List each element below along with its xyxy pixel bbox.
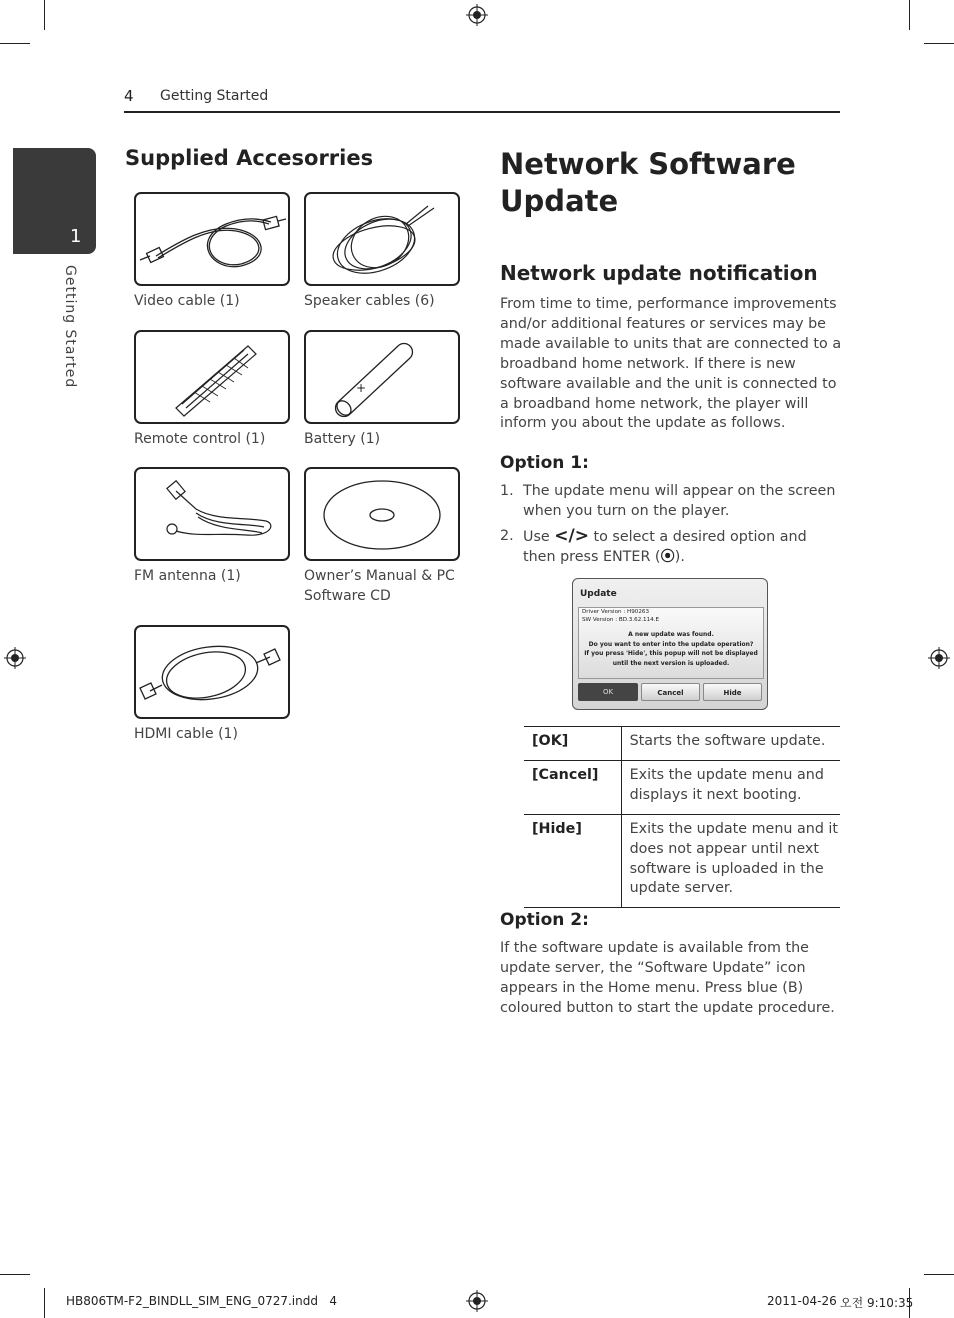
options-table [524, 726, 840, 908]
video-cable-icon [134, 192, 290, 286]
dialog-message-line: until the next version is uploaded. [612, 659, 730, 667]
registration-mark-icon [928, 647, 950, 669]
cancel-button[interactable]: Cancel [641, 683, 700, 701]
dialog-message [579, 630, 763, 668]
registration-mark-icon [466, 1290, 488, 1312]
driver-version: Driver Version : H90263 [582, 609, 650, 615]
registration-mark-icon [466, 4, 488, 26]
svg-text:+: + [356, 381, 367, 395]
dialog-title: Update [580, 589, 617, 599]
dialog-message-line: If you press 'Hide', this popup will not be displayed [584, 650, 758, 657]
chapter-number: 1 [70, 226, 82, 247]
crop-mark [924, 43, 954, 44]
crop-mark [0, 1274, 30, 1275]
speaker-cables-icon [304, 192, 460, 286]
supplied-accessories-heading: Supplied Accesorries [125, 146, 374, 170]
dialog-message-line: Do you want to enter into the update operation? [588, 640, 754, 648]
intro-paragraph: From time to time, performance improvements and/or additional features or services may be made available to units that are connected to a broadband home network. If there is new software available and the unit is connected to a broadband home network, the player will inform you about the update as follows. [500, 296, 842, 432]
page-number: 4 [124, 87, 134, 105]
accessory-caption: Owner’s Manual & PC Software CD [304, 568, 455, 604]
list-text-part: Use [523, 529, 555, 545]
footer-time: 오전 9:10:35 [840, 1296, 914, 1310]
option-key: [Cancel] [524, 760, 621, 814]
list-text: The update menu will appear on the screen when you turn on the player. [523, 483, 836, 519]
option-key: [Hide] [524, 814, 621, 908]
fm-antenna-icon [134, 467, 290, 561]
option-description: Exits the update menu and displays it next booting. [629, 766, 824, 803]
chapter-tab [13, 148, 96, 254]
header-rule [124, 111, 840, 113]
hdmi-cable-icon [134, 625, 290, 719]
list-text-part: to select a desired option and then press ENTER ( [523, 529, 807, 565]
accessory-caption: Speaker cables (6) [304, 293, 435, 309]
list-item [500, 527, 842, 569]
option-key: [OK] [524, 727, 621, 761]
hide-button[interactable]: Hide [703, 683, 762, 701]
update-dialog [572, 578, 768, 710]
list-text-part: ). [674, 548, 685, 565]
dialog-message-line: A new update was found. [628, 631, 714, 638]
table-row [524, 727, 840, 761]
list-item [500, 482, 842, 524]
enter-button-icon: ⦿ [660, 548, 675, 565]
list-text [523, 527, 841, 568]
list-number: 1. [500, 483, 514, 499]
table-row [524, 760, 840, 814]
option2-heading: Option 2: [500, 910, 589, 930]
sw-version: SW Version : BD.3.62.114.E [582, 617, 660, 623]
section-heading: Network update notification [500, 261, 818, 285]
battery-icon [304, 330, 460, 424]
accessory-caption: FM antenna (1) [134, 568, 241, 584]
dialog-panel [578, 607, 764, 679]
ok-button[interactable]: OK [578, 683, 638, 701]
footer-filename: HB806TM-F2_BINDLL_SIM_ENG_0727.indd 4 [66, 1294, 338, 1308]
crop-mark [909, 0, 910, 30]
option-description: Exits the update menu and it does not appear until next software is uploaded in the update server. [629, 820, 839, 897]
page-title: Network Software Update [500, 147, 796, 218]
remote-control-icon [134, 330, 290, 424]
crop-mark [924, 1274, 954, 1275]
table-row [524, 814, 840, 908]
crop-mark [44, 1288, 45, 1318]
accessory-caption: Remote control (1) [134, 431, 266, 447]
registration-mark-icon [4, 647, 26, 669]
crop-mark [0, 43, 30, 44]
option2-paragraph: If the software update is available from the update server, the “Software Update” icon appears in the Home menu. Press blue (B) coloured button to start the update procedure. [500, 940, 835, 1016]
option-description: Starts the software update. [629, 733, 826, 749]
accessory-caption: Video cable (1) [134, 293, 240, 309]
accessory-caption: HDMI cable (1) [134, 726, 238, 742]
option1-heading: Option 1: [500, 453, 589, 473]
running-header: Getting Started [160, 88, 269, 104]
footer-date: 2011-04-26 [767, 1294, 837, 1308]
chapter-label: Getting Started [62, 265, 78, 389]
crop-mark [44, 0, 45, 30]
accessory-caption: Battery (1) [304, 431, 381, 447]
left-right-arrows-icon: </> [554, 526, 589, 546]
cd-icon [304, 467, 460, 561]
list-number: 2. [500, 528, 514, 544]
